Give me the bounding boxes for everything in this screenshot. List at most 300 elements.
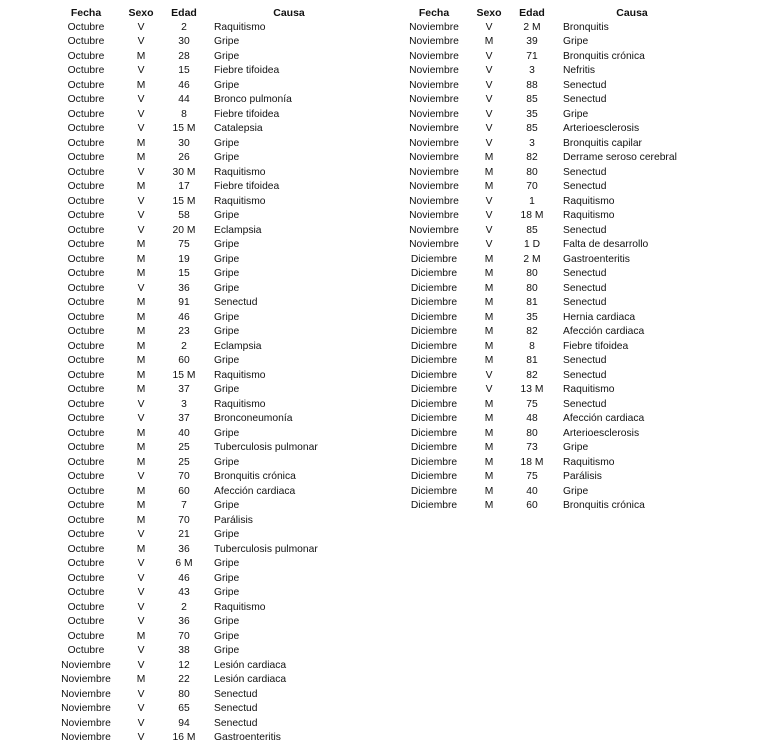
cell-sexo: V (137, 703, 145, 714)
cell-causa: Gripe (214, 326, 240, 337)
table-header (50, 6, 370, 21)
cell-edad: 40 (526, 485, 538, 497)
cell-sexo: V (485, 384, 493, 395)
cell-fecha: Diciembre (410, 326, 458, 337)
cell-fecha: Diciembre (410, 471, 458, 482)
cell-causa: Gripe (563, 108, 589, 120)
table-row (50, 441, 370, 456)
table-row (50, 238, 370, 253)
table-row (50, 267, 370, 282)
cell-edad: 75 (526, 471, 538, 482)
table-row (50, 557, 370, 572)
table-row (50, 514, 370, 529)
cell-causa: Senectud (563, 282, 607, 294)
cell-fecha: Noviembre (409, 36, 459, 47)
cell-sexo: M (484, 253, 494, 265)
header-fecha: Fecha (70, 7, 102, 19)
table-row (50, 456, 370, 471)
cell-causa: Bronquitis crónica (563, 50, 645, 62)
cell-fecha: Octubre (67, 94, 105, 105)
cell-fecha: Diciembre (410, 282, 458, 294)
cell-edad: 30 (178, 137, 190, 149)
cell-edad: 46 (178, 79, 190, 91)
cell-fecha: Diciembre (410, 384, 458, 395)
cell-sexo: V (485, 50, 493, 62)
cell-sexo: M (484, 500, 494, 511)
cell-fecha: Noviembre (61, 688, 111, 700)
cell-edad: 8 (529, 340, 535, 352)
table-row (50, 21, 370, 36)
cell-fecha: Octubre (67, 297, 105, 308)
cell-fecha: Octubre (67, 282, 105, 294)
cell-sexo: V (137, 224, 145, 236)
cell-fecha: Noviembre (409, 152, 459, 163)
table-row (397, 282, 707, 297)
cell-edad: 15 M (172, 369, 196, 381)
cell-edad: 88 (526, 79, 538, 91)
cell-fecha: Octubre (67, 616, 105, 627)
table-row (397, 412, 707, 427)
cell-edad: 1 D (523, 239, 541, 250)
cell-fecha: Noviembre (409, 224, 459, 236)
header-edad: Edad (171, 7, 197, 19)
cell-sexo: V (137, 601, 145, 613)
cell-causa: Gripe (214, 645, 240, 656)
cell-causa: Falta de desarrollo (563, 239, 649, 250)
cell-edad: 22 (178, 674, 190, 685)
cell-sexo: V (485, 21, 493, 33)
header-causa: Causa (616, 7, 648, 19)
cell-causa: Senectud (563, 166, 607, 178)
table-row (397, 137, 707, 152)
table-row (50, 717, 370, 732)
deaths-table-left (50, 6, 370, 746)
cell-sexo: M (136, 326, 146, 337)
table-row (50, 35, 370, 50)
cell-fecha: Octubre (67, 326, 105, 337)
cell-sexo: M (136, 152, 146, 163)
cell-causa: Parálisis (563, 471, 602, 482)
cell-causa: Gripe (214, 384, 240, 395)
table-row (397, 50, 707, 65)
cell-causa: Gripe (214, 137, 240, 149)
cell-causa: Gripe (214, 311, 240, 323)
cell-edad: 39 (526, 36, 538, 47)
cell-fecha: Noviembre (409, 65, 459, 76)
cell-sexo: M (484, 355, 494, 366)
table-row (397, 427, 707, 442)
cell-causa: Gripe (214, 152, 240, 163)
cell-sexo: M (484, 326, 494, 337)
cell-causa: Bronquitis crónica (563, 500, 645, 511)
cell-edad: 71 (526, 50, 538, 62)
cell-sexo: M (136, 456, 146, 468)
cell-edad: 85 (526, 123, 538, 134)
cell-fecha: Noviembre (61, 717, 111, 729)
cell-edad: 15 M (172, 123, 196, 134)
cell-causa: Senectud (563, 79, 607, 91)
cell-fecha: Diciembre (410, 485, 458, 497)
cell-causa: Gripe (563, 485, 589, 497)
cell-fecha: Noviembre (409, 79, 459, 91)
cell-sexo: V (485, 123, 493, 134)
cell-edad: 2 (181, 340, 187, 352)
table-row (397, 79, 707, 94)
cell-causa: Senectud (214, 703, 258, 714)
table-row (397, 499, 707, 514)
cell-fecha: Diciembre (410, 500, 458, 511)
cell-edad: 3 (529, 65, 535, 76)
table-row (50, 499, 370, 514)
cell-causa: Bronquitis (563, 21, 609, 33)
cell-sexo: M (136, 253, 146, 265)
cell-edad: 3 (529, 137, 535, 149)
cell-causa: Raquitismo (214, 369, 266, 381)
cell-causa: Fiebre tifoidea (563, 340, 629, 352)
table-row (50, 122, 370, 137)
table-row (50, 137, 370, 152)
cell-sexo: V (485, 94, 493, 105)
cell-sexo: M (484, 340, 494, 352)
table-row (50, 325, 370, 340)
cell-fecha: Octubre (67, 210, 105, 221)
table-row (50, 311, 370, 326)
cell-fecha: Noviembre (409, 123, 459, 134)
cell-sexo: V (137, 21, 145, 33)
cell-sexo: M (136, 268, 146, 279)
table-row (397, 209, 707, 224)
cell-fecha: Octubre (67, 369, 105, 381)
table-row (50, 354, 370, 369)
cell-fecha: Noviembre (61, 703, 111, 714)
cell-causa: Tuberculosis pulmonar (214, 442, 318, 453)
cell-fecha: Diciembre (410, 268, 458, 279)
cell-fecha: Octubre (67, 355, 105, 366)
cell-sexo: M (136, 500, 146, 511)
cell-causa: Senectud (563, 355, 607, 366)
cell-fecha: Octubre (67, 340, 105, 352)
cell-fecha: Noviembre (409, 50, 459, 62)
cell-causa: Senectud (563, 297, 607, 308)
cell-fecha: Octubre (67, 65, 105, 76)
cell-fecha: Octubre (67, 442, 105, 453)
right-table-column (397, 6, 707, 514)
cell-sexo: M (484, 282, 494, 294)
cell-fecha: Octubre (67, 543, 105, 555)
cell-edad: 8 (181, 108, 187, 120)
cell-edad: 15 (178, 268, 190, 279)
cell-sexo: M (136, 674, 146, 685)
cell-fecha: Noviembre (409, 108, 459, 120)
table-row (397, 485, 707, 500)
cell-causa: Gripe (214, 239, 240, 250)
cell-edad: 7 (181, 500, 187, 511)
cell-sexo: V (137, 645, 145, 656)
cell-fecha: Noviembre (61, 674, 111, 685)
cell-sexo: V (137, 413, 145, 424)
cell-edad: 35 (526, 311, 538, 323)
cell-fecha: Noviembre (409, 239, 459, 250)
cell-fecha: Octubre (67, 36, 105, 47)
cell-fecha: Octubre (67, 514, 105, 526)
cell-causa: Fiebre tifoidea (214, 65, 280, 76)
cell-causa: Senectud (214, 717, 258, 729)
cell-sexo: M (136, 79, 146, 91)
cell-fecha: Diciembre (410, 355, 458, 366)
cell-edad: 85 (526, 94, 538, 105)
table-row (397, 224, 707, 239)
table-row (397, 354, 707, 369)
cell-edad: 36 (178, 616, 190, 627)
cell-causa: Gripe (214, 268, 240, 279)
cell-sexo: V (137, 36, 145, 47)
cell-fecha: Octubre (67, 195, 105, 207)
cell-causa: Eclampsia (214, 224, 262, 236)
cell-edad: 37 (178, 384, 190, 395)
table-row (397, 340, 707, 355)
table-row (50, 731, 370, 746)
cell-causa: Gastroenteritis (563, 253, 630, 265)
cell-edad: 81 (526, 355, 538, 366)
cell-fecha: Noviembre (409, 181, 459, 192)
cell-sexo: M (136, 369, 146, 381)
table-row (50, 702, 370, 717)
table-body (397, 21, 707, 514)
cell-edad: 30 M (172, 166, 196, 178)
cell-causa: Raquitismo (214, 166, 266, 178)
header-causa: Causa (273, 7, 305, 19)
cell-sexo: V (137, 108, 145, 120)
cell-sexo: V (485, 79, 493, 91)
cell-causa: Catalepsia (214, 123, 263, 134)
cell-sexo: M (484, 471, 494, 482)
cell-fecha: Noviembre (61, 732, 111, 743)
cell-fecha: Octubre (67, 181, 105, 192)
cell-fecha: Octubre (67, 166, 105, 178)
table-body (50, 21, 370, 746)
table-row (50, 64, 370, 79)
table-row (50, 586, 370, 601)
cell-fecha: Noviembre (409, 210, 459, 221)
cell-edad: 82 (526, 152, 538, 163)
cell-causa: Bronquitis capilar (563, 137, 642, 149)
table-row (50, 383, 370, 398)
table-row (50, 108, 370, 123)
cell-sexo: M (484, 427, 494, 439)
cell-causa: Eclampsia (214, 340, 262, 352)
cell-causa: Gripe (563, 442, 589, 453)
cell-causa: Raquitismo (214, 398, 266, 410)
cell-sexo: V (485, 239, 493, 250)
cell-edad: 80 (526, 427, 538, 439)
cell-causa: Gripe (214, 427, 240, 439)
table-row (397, 64, 707, 79)
cell-edad: 2 (181, 21, 187, 33)
cell-causa: Bronco pulmonía (214, 94, 292, 105)
cell-fecha: Octubre (67, 558, 105, 569)
cell-fecha: Octubre (67, 239, 105, 250)
cell-sexo: M (136, 297, 146, 308)
cell-sexo: V (137, 688, 145, 700)
cell-causa: Raquitismo (214, 21, 266, 33)
cell-causa: Raquitismo (563, 456, 615, 468)
cell-sexo: V (137, 587, 145, 598)
cell-edad: 85 (526, 224, 538, 236)
cell-causa: Gripe (214, 587, 240, 598)
table-row (397, 253, 707, 268)
cell-fecha: Octubre (67, 500, 105, 511)
cell-edad: 28 (178, 50, 190, 62)
table-row (50, 601, 370, 616)
cell-sexo: V (485, 195, 493, 207)
cell-edad: 2 (181, 601, 187, 613)
table-row (50, 224, 370, 239)
cell-sexo: V (485, 369, 493, 381)
table-row (397, 108, 707, 123)
table-row (50, 644, 370, 659)
cell-edad: 18 M (520, 210, 544, 221)
table-row (50, 253, 370, 268)
cell-edad: 6 M (175, 558, 193, 569)
cell-sexo: M (136, 384, 146, 395)
cell-sexo: M (136, 543, 146, 555)
cell-edad: 26 (178, 152, 190, 163)
cell-sexo: M (484, 485, 494, 497)
cell-edad: 37 (178, 413, 190, 424)
cell-causa: Gripe (214, 558, 240, 569)
table-row (397, 398, 707, 413)
cell-causa: Gripe (214, 630, 240, 642)
cell-edad: 36 (178, 282, 190, 294)
cell-sexo: M (484, 456, 494, 468)
cell-causa: Gripe (214, 282, 240, 294)
cell-causa: Arterioesclerosis (563, 123, 640, 134)
cell-edad: 20 M (172, 224, 196, 236)
cell-causa: Senectud (563, 369, 607, 381)
cell-fecha: Diciembre (410, 427, 458, 439)
table-row (397, 238, 707, 253)
table-row (50, 79, 370, 94)
cell-causa: Bronconeumonía (214, 413, 293, 424)
cell-fecha: Diciembre (410, 398, 458, 410)
cell-edad: 80 (526, 166, 538, 178)
cell-edad: 60 (526, 500, 538, 511)
cell-fecha: Octubre (67, 137, 105, 149)
cell-edad: 82 (526, 326, 538, 337)
cell-sexo: V (137, 558, 145, 569)
cell-sexo: M (136, 340, 146, 352)
table-row (397, 180, 707, 195)
cell-sexo: V (137, 65, 145, 76)
cell-sexo: M (484, 166, 494, 178)
cell-sexo: V (485, 137, 493, 149)
cell-causa: Senectud (563, 224, 607, 236)
table-row (397, 296, 707, 311)
cell-sexo: V (485, 65, 493, 76)
cell-sexo: V (137, 717, 145, 729)
cell-edad: 25 (178, 456, 190, 468)
cell-fecha: Octubre (67, 79, 105, 91)
cell-sexo: V (485, 210, 493, 221)
cell-edad: 30 (178, 36, 190, 47)
table-row (50, 412, 370, 427)
cell-edad: 35 (526, 108, 538, 120)
cell-edad: 3 (181, 398, 187, 410)
table-row (50, 543, 370, 558)
cell-causa: Senectud (214, 297, 258, 308)
cell-sexo: M (136, 514, 146, 526)
cell-sexo: V (137, 529, 145, 540)
cell-edad: 43 (178, 587, 190, 598)
cell-edad: 40 (178, 427, 190, 439)
cell-causa: Bronquitis crónica (214, 471, 296, 482)
cell-sexo: V (137, 659, 145, 671)
cell-sexo: M (484, 152, 494, 163)
cell-edad: 81 (526, 297, 538, 308)
table-row (50, 296, 370, 311)
cell-fecha: Octubre (67, 485, 105, 497)
cell-causa: Derrame seroso cerebral (563, 152, 677, 163)
cell-edad: 2 M (523, 253, 541, 265)
cell-fecha: Diciembre (410, 253, 458, 265)
cell-fecha: Octubre (67, 253, 105, 265)
table-row (50, 630, 370, 645)
table-row (397, 166, 707, 181)
cell-sexo: V (137, 195, 145, 207)
cell-fecha: Octubre (67, 572, 105, 584)
cell-causa: Gripe (214, 253, 240, 265)
table-header (397, 6, 707, 21)
table-row (50, 485, 370, 500)
cell-sexo: M (136, 355, 146, 366)
cell-causa: Gripe (214, 355, 240, 366)
cell-sexo: M (484, 36, 494, 47)
cell-causa: Gripe (214, 79, 240, 91)
table-row (50, 180, 370, 195)
cell-causa: Raquitismo (214, 195, 266, 207)
table-row (397, 441, 707, 456)
cell-sexo: M (484, 311, 494, 323)
table-row (50, 673, 370, 688)
cell-sexo: M (136, 442, 146, 453)
cell-fecha: Octubre (67, 311, 105, 323)
cell-edad: 21 (178, 529, 190, 540)
cell-fecha: Octubre (67, 427, 105, 439)
cell-causa: Raquitismo (563, 210, 615, 221)
cell-edad: 80 (526, 282, 538, 294)
table-row (397, 325, 707, 340)
cell-sexo: V (485, 108, 493, 120)
cell-causa: Hernia cardiaca (563, 311, 636, 323)
cell-causa: Arterioesclerosis (563, 427, 640, 439)
cell-edad: 60 (178, 355, 190, 366)
cell-causa: Raquitismo (214, 601, 266, 613)
cell-sexo: V (137, 732, 145, 743)
table-row (50, 369, 370, 384)
table-row (50, 340, 370, 355)
cell-causa: Gripe (214, 572, 240, 584)
cell-causa: Raquitismo (563, 195, 615, 207)
cell-edad: 12 (178, 659, 190, 671)
table-row (397, 369, 707, 384)
cell-sexo: V (137, 471, 145, 482)
cell-edad: 15 M (172, 195, 196, 207)
cell-causa: Afección cardiaca (214, 485, 296, 497)
cell-edad: 82 (526, 369, 538, 381)
deaths-table-right (397, 6, 707, 514)
cell-edad: 25 (178, 442, 190, 453)
header-sexo: Sexo (128, 7, 154, 19)
